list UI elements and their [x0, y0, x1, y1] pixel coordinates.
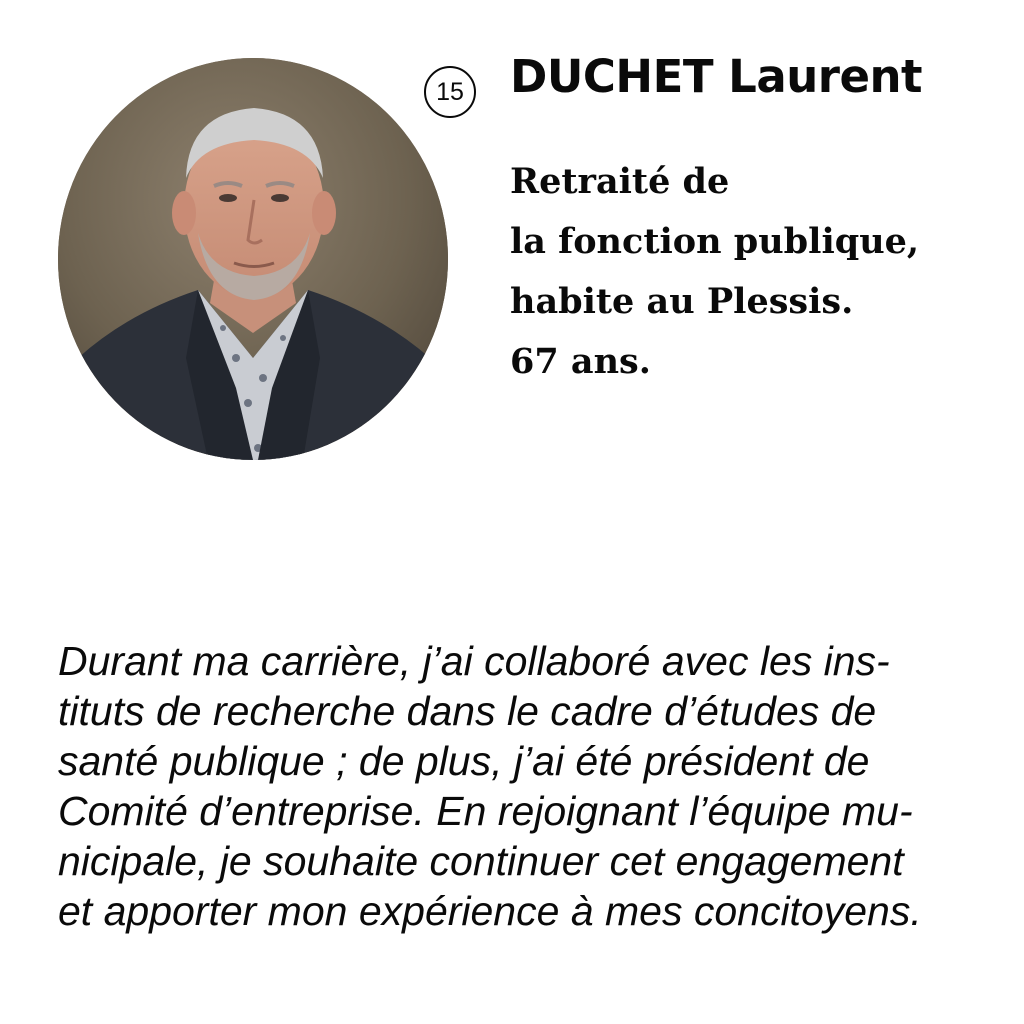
bio-line: habite au Plessis. — [510, 281, 854, 322]
portrait-photo — [58, 58, 448, 460]
statement-line: nicipale, je souhaite continuer cet engagement — [58, 838, 904, 884]
bio-line: 67 ans. — [510, 341, 651, 382]
candidate-name: DUCHET Laurent — [510, 50, 923, 103]
bio-line: la fonction publique, — [510, 221, 920, 262]
statement-line: santé publique ; de plus, j’ai été président de — [58, 738, 870, 784]
statement-line: et apporter mon expérience à mes concitoyens. — [58, 888, 922, 934]
bio-line: Retraité de — [510, 161, 730, 202]
candidate-bio — [510, 152, 919, 392]
statement-line: Comité d’entreprise. En rejoignant l’équipe mu- — [58, 788, 913, 834]
statement-line: Durant ma carrière, j’ai collaboré avec les ins- — [58, 638, 890, 684]
candidate-number-badge: 15 — [424, 66, 476, 118]
statement-line: tituts de recherche dans le cadre d’études de — [58, 688, 877, 734]
candidate-statement — [58, 636, 968, 936]
candidate-portrait — [58, 58, 448, 460]
